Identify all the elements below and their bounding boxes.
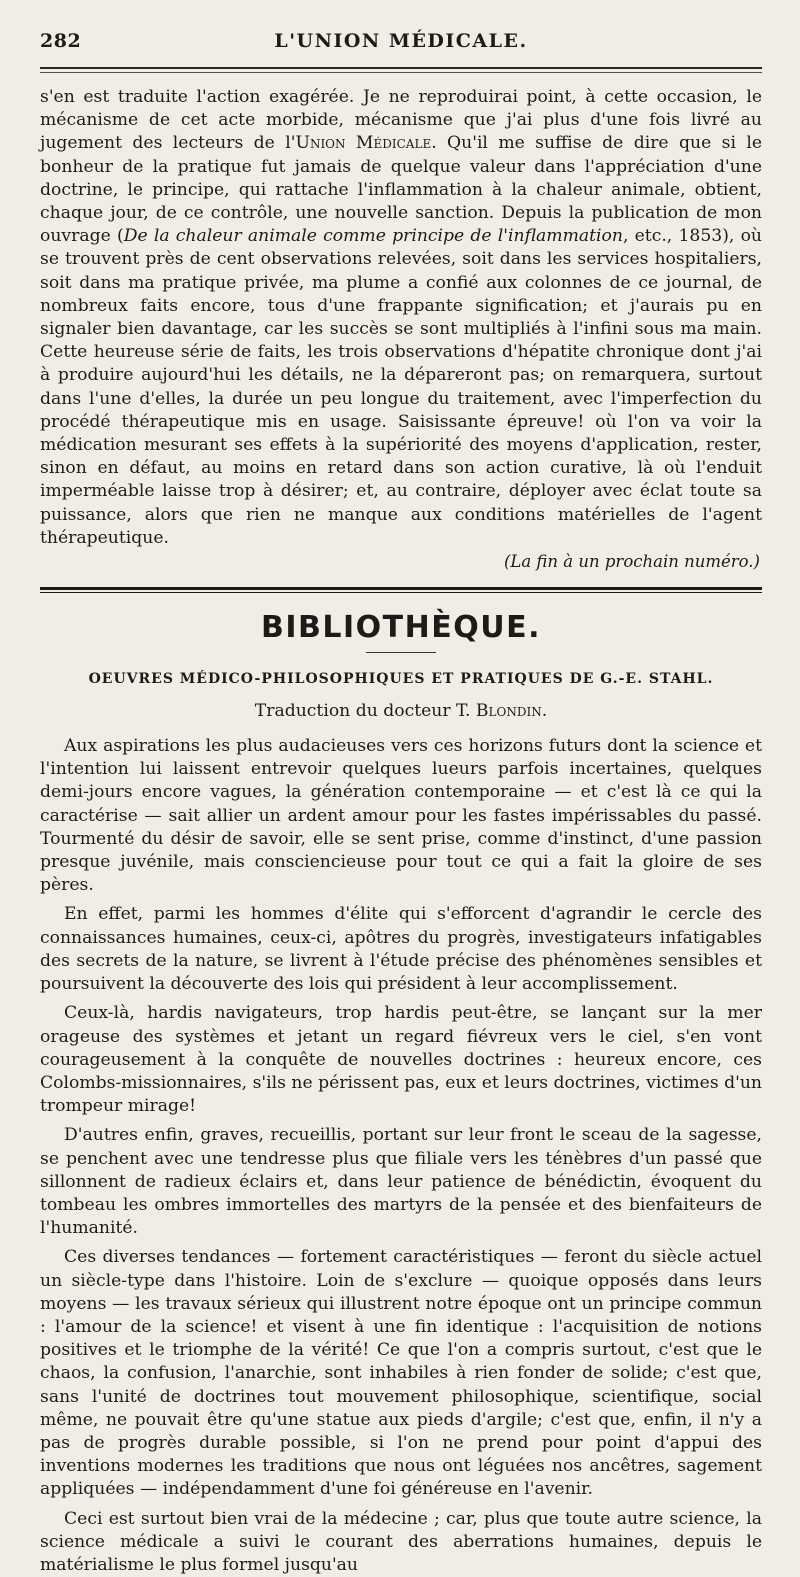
translator-line: Traduction du docteur T. Blondin.	[254, 701, 548, 722]
book-title: De la chaleur animale comme principe de l'inflammation	[123, 226, 623, 247]
article-continuation	[40, 86, 762, 573]
header-rule	[40, 67, 762, 69]
section-divider-thin	[40, 592, 762, 593]
review-paragraph: Ces diverses tendances — fortement caractéristiques — feront du siècle actuel un siècle-type dans l'histoire. Loin de s'exclure — quoique opposés dans leurs moyens — les travaux sérieux qui illustrent notre époque ont un principe commun : l'amour de la science! et visent à une fin identique : l'acquisition de notions positives et le triomphe de la vérité! Ce que l'on a compris surtout, c'est que le chaos, la confusion, l'anarchie, sont inhabiles à rien fonder de solide; c'est que, sans l'unité de doctrines tout mouvement philosophique, scientifique, social même, ne pouvait être qu'une statue aux pieds d'argile; c'est que, enfin, il n'y a pas de progrès durable possible, si l'on ne prend pour point d'appui des inventions modernes les traditions que nous ont léguées nos ancêtres, sagement appliquées — indépendamment d'une foi généreuse en l'avenir.	[40, 1247, 762, 1500]
review-paragraph: Aux aspirations les plus audacieuses vers ces horizons futurs dont la science et l'intention lui laissent entrevoir quelques lueurs parfois incertaines, quelques demi-jours encore vagues, la génération contemporaine — et c'est là ce qui la caractérise — sait allier un ardent amour pour les fastes impérissables du passé. Tourmenté du désir de savoir, elle se sent prise, comme d'instinct, d'une passion presque juvénile, mais consciencieuse pour tout ce qui a fait la gloire de ses pères.	[40, 736, 762, 896]
running-title: L'UNION MÉDICALE.	[274, 30, 528, 52]
review-paragraph: D'autres enfin, graves, recueillis, portant sur leur front le sceau de la sagesse, se penchent avec une tendresse plus que filiale vers les ténèbres d'un passé que sillonnent de radieux éclairs et, dans leur patience de bénédictin, évoquent du tombeau les ombres immortelles des martyrs de la pensée et des bienfaiteurs de l'humanité.	[40, 1125, 762, 1239]
continuation-signoff: (La fin à un prochain numéro.)	[503, 552, 760, 572]
section-divider	[40, 587, 762, 590]
translator-name: T. Blondin	[456, 701, 542, 722]
review-body	[40, 735, 762, 1577]
page-header	[40, 0, 762, 58]
section-heading: BIBLIOTHÈQUE.	[261, 610, 541, 646]
page-number: 282	[40, 30, 82, 52]
review-paragraph: Ceci est surtout bien vrai de la médecine ; car, plus que toute autre science, la science médicale a suivi le courant des aberrations humaines, depuis le matérialisme le plus formel jusqu'au	[40, 1508, 762, 1575]
work-title: OEUVRES MÉDICO-PHILOSOPHIQUES ET PRATIQUES DE G.-E. STAHL.	[88, 671, 714, 688]
review-paragraph: Ceux-là, hardis navigateurs, trop hardis peut-être, se lançant sur la mer orageuse des systèmes et jetant un regard fiévreux vers le ciel, s'en vont courageusement à la conquête de nouvelles doctrines : heureux encore, ces Colombs-missionnaires, s'ils ne périssent pas, eux et leurs doctrines, victimes d'un trompeur mirage!	[40, 1003, 762, 1117]
review-paragraph: En effet, parmi les hommes d'élite qui s'efforcent d'agrandir le cercle des connaissances humaines, ceux-ci, apôtres du progrès, investigateurs infatigables des secrets de la nature, se livrent à l'étude précise des phénomènes sensibles et poursuivent la découverte des lois qui président à leur accomplissement.	[40, 904, 762, 995]
bibliography-section	[40, 610, 762, 1577]
heading-underline	[366, 652, 436, 653]
continuation-paragraph: s'en est traduite l'action exagérée. Je ne reproduirai point, à cette occasion, le mécanisme de cet acte morbide, mécanisme que j'ai plus d'une fois livré au jugement des lecteurs de l'Union Médicale. Qu'il me suffise de dire que si le bonheur de la pratique fut jamais de quelque valeur dans l'appréciation d'une doctrine, le principe, qui rattache l'inflammation à la chaleur animale, obtient, chaque jour, de ce contrôle, une nouvelle sanction. Depuis la publication de mon ouvrage (De la chaleur animale comme principe de l'inflammation, etc., 1853), où se trouvent près de cent observations relevées, soit dans les services hospitaliers, soit dans ma pratique privée, ma plume a confié aux colonnes de ce journal, de nombreux faits encore, tous d'une frappante signification; et j'aurais pu en signaler bien davantage, car les succès se sont multipliés à l'infini sous ma main. Cette heureuse série de faits, les trois observations d'hépatite chronique dont j'ai à produire aujourd'hui les détails, ne la dépareront pas; on remarquera, surtout dans l'une d'elles, la durée un peu longue du traitement, avec l'imperfection du procédé thérapeutique mis en usage. Saisissante épreuve! où l'on va voir la médication mesurant ses effets à la supériorité des moyens d'application, rester, sinon en défaut, au moins en retard dans son action curative, là où l'enduit imperméable laisse trop à désirer; et, au contraire, déployer avec éclat toute sa puissance, alors que rien ne manque aux conditions matérielles de l'agent thérapeutique.	[40, 87, 763, 548]
header-rule-thin	[40, 72, 762, 73]
journal-name: Union Médicale	[295, 133, 432, 154]
